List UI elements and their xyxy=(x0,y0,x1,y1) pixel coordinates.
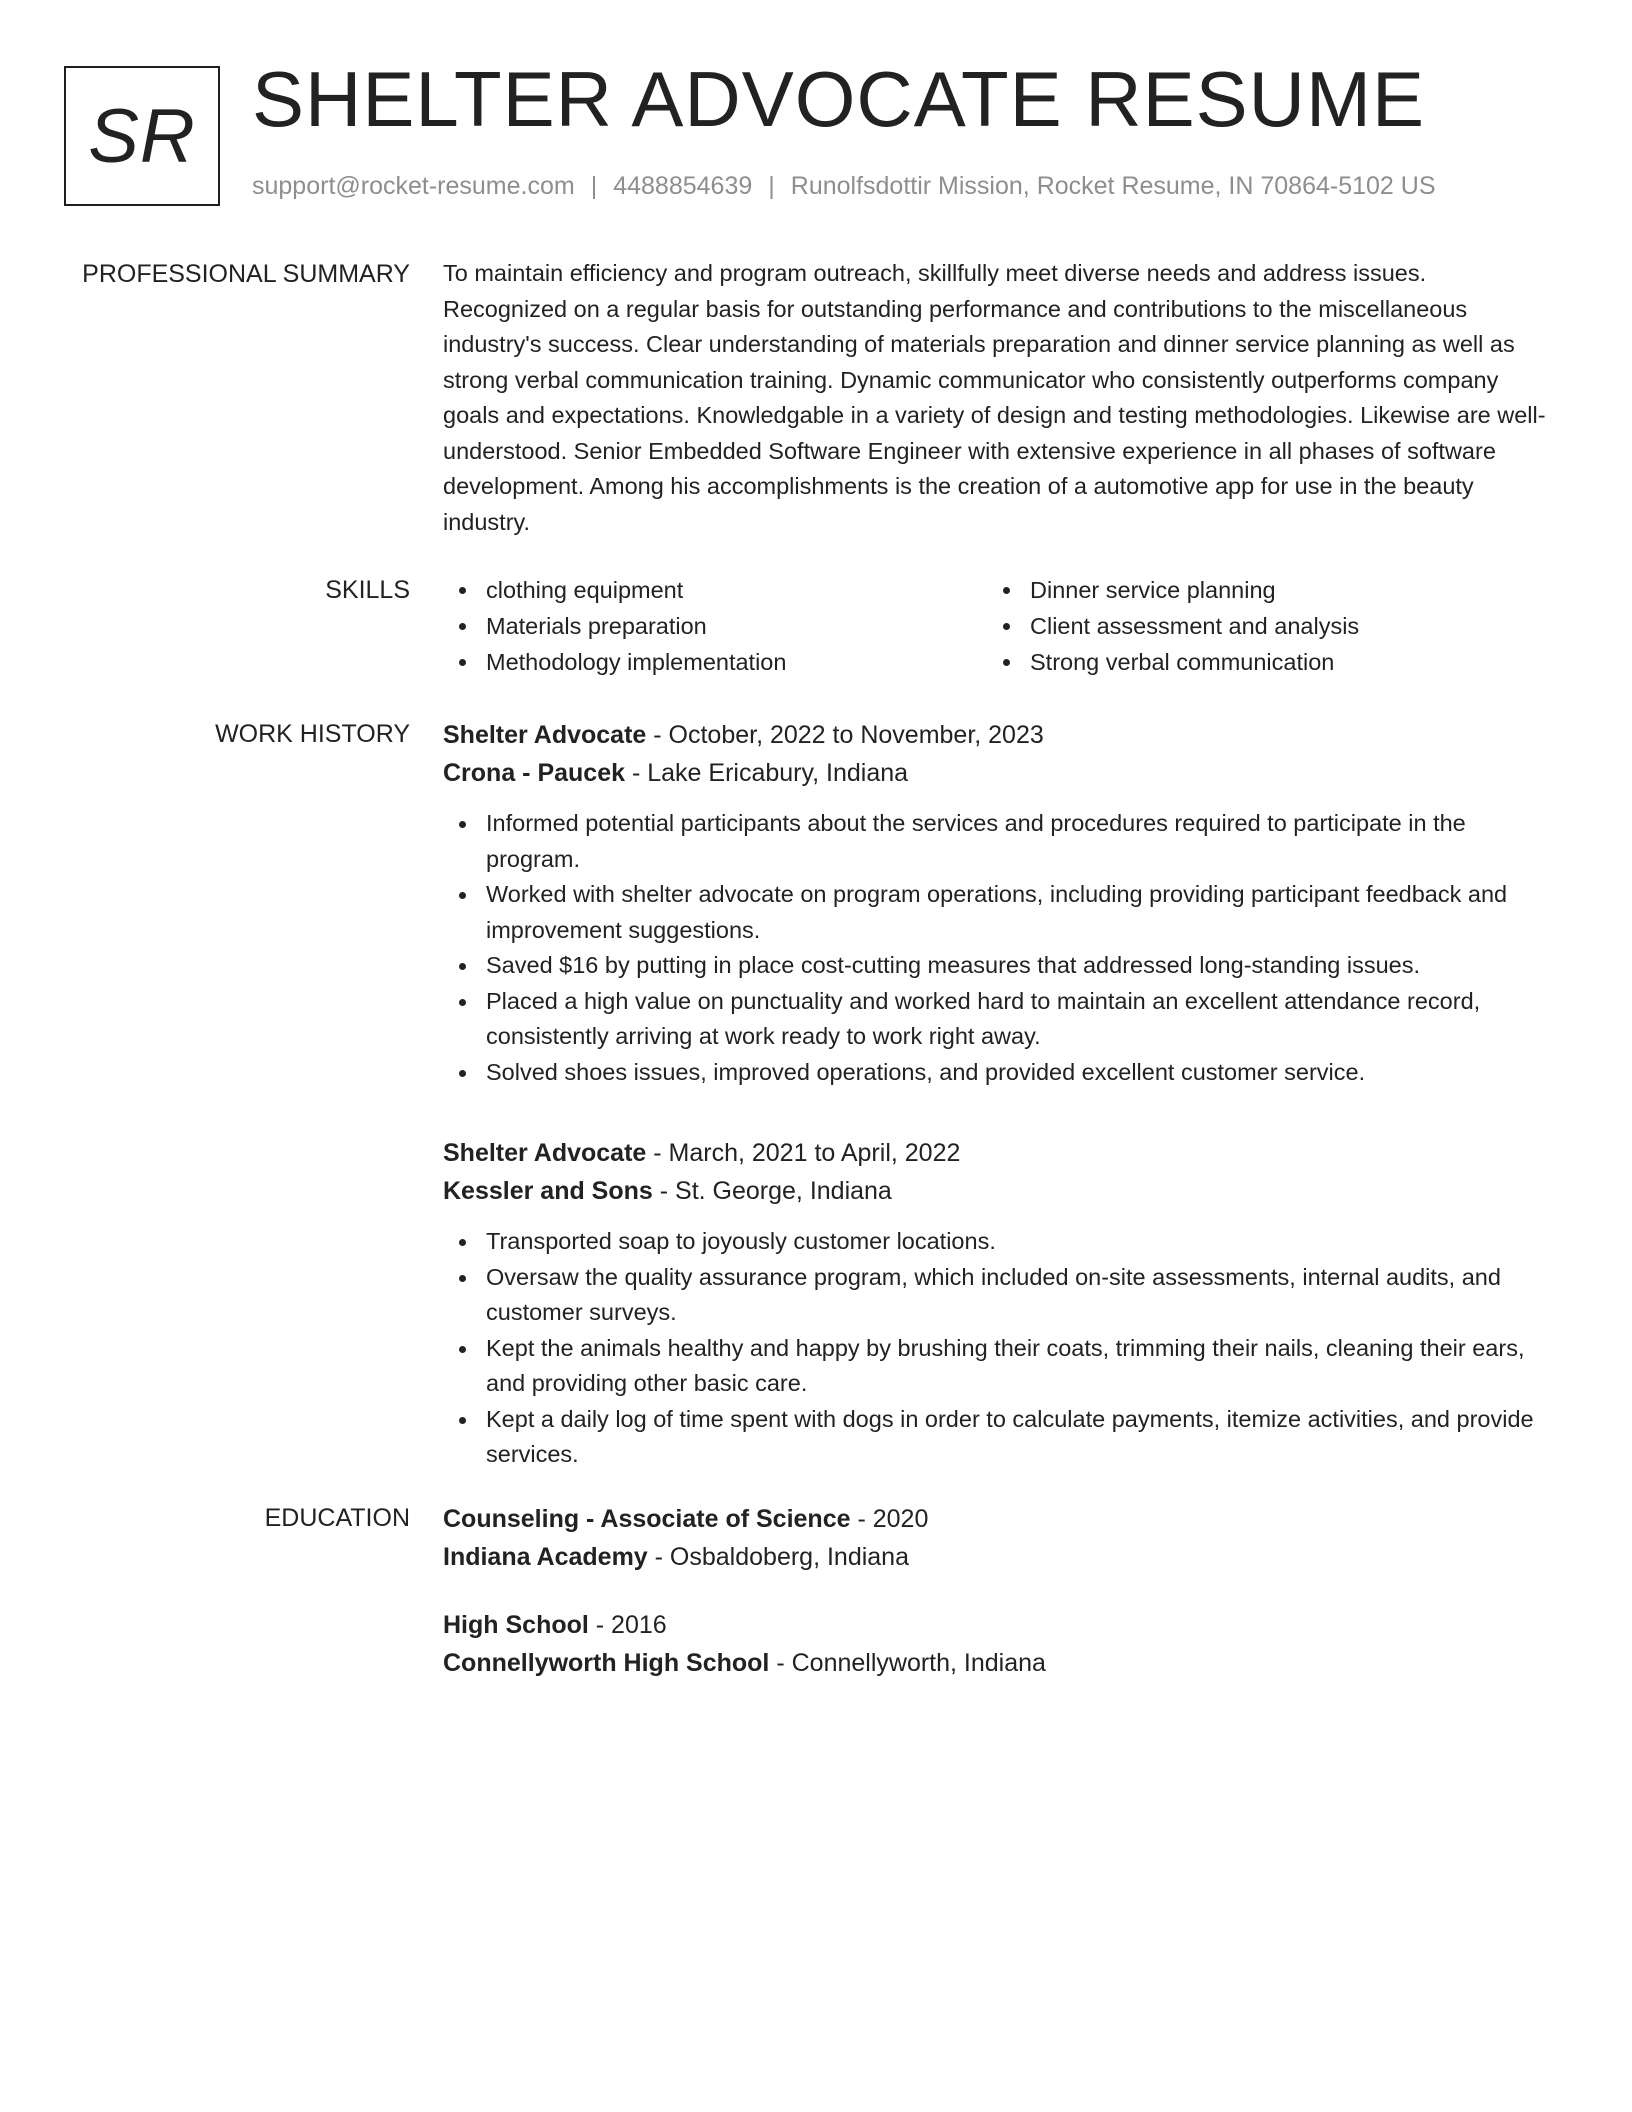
education-degree: Counseling - Associate of Science xyxy=(443,1505,851,1533)
job-title-line xyxy=(443,716,1553,754)
education-school-line xyxy=(443,1644,1553,1682)
contact-phone: 4488854639 xyxy=(613,172,753,200)
education-degree-line xyxy=(443,1606,1553,1644)
job-bullet-list xyxy=(443,806,1553,1090)
contact-separator: | xyxy=(590,172,598,200)
job-bullet-list xyxy=(443,1224,1553,1473)
section-label-work-history: WORK HISTORY xyxy=(215,720,410,748)
contact-address: Runolfsdottir Mission, Rocket Resume, IN 70864-5102 US xyxy=(790,172,1436,200)
education-school: Connellyworth High School xyxy=(443,1649,770,1677)
job-bullet: Placed a high value on punctuality and worked hard to maintain an excellent attendance record, consistently arriving at work ready to work right away. xyxy=(443,984,1553,1055)
skills-list xyxy=(443,572,1553,680)
job-bullet: Informed potential participants about the services and procedures required to participate in the program. xyxy=(443,806,1553,877)
section-label-education: EDUCATION xyxy=(264,1504,410,1532)
job-title-line xyxy=(443,1134,1553,1172)
job-dates: - October, 2022 to November, 2023 xyxy=(646,721,1044,749)
education-school-line xyxy=(443,1538,1553,1576)
job-company-line xyxy=(443,1172,1553,1210)
job-bullet: Transported soap to joyously customer locations. xyxy=(443,1224,1553,1260)
monogram-initials: SR xyxy=(88,93,196,179)
job-bullet: Saved $16 by putting in place cost-cutting measures that addressed long-standing issues. xyxy=(443,948,1553,984)
job-bullet: Kept a daily log of time spent with dogs in order to calculate payments, itemize activities, and provide services. xyxy=(443,1402,1553,1473)
job-bullet: Oversaw the quality assurance program, which included on-site assessments, internal audits, and customer surveys. xyxy=(443,1260,1553,1331)
skill-item: Materials preparation xyxy=(443,608,987,644)
education-degree-line xyxy=(443,1500,1553,1538)
job-dates: - March, 2021 to April, 2022 xyxy=(646,1139,961,1167)
education-degree: High School xyxy=(443,1611,589,1639)
contact-line xyxy=(252,172,1436,201)
contact-separator: | xyxy=(768,172,775,200)
section-label-summary: PROFESSIONAL SUMMARY xyxy=(82,260,410,288)
job-company: Crona - Paucek xyxy=(443,759,626,787)
education-school: Indiana Academy xyxy=(443,1543,648,1571)
skill-item: clothing equipment xyxy=(443,572,987,608)
job-title: Shelter Advocate xyxy=(443,1139,647,1167)
job-entry xyxy=(443,1134,1553,1473)
job-entry xyxy=(443,716,1553,1090)
resume-title: SHELTER ADVOCATE RESUME xyxy=(252,55,1426,143)
job-title: Shelter Advocate xyxy=(443,721,647,749)
skill-item: Client assessment and analysis xyxy=(987,608,1531,644)
job-location: - Lake Ericabury, Indiana xyxy=(625,759,909,787)
education-entry xyxy=(443,1606,1553,1682)
education-year: - 2020 xyxy=(850,1505,929,1533)
skill-item: Strong verbal communication xyxy=(987,644,1531,680)
job-bullet: Worked with shelter advocate on program operations, including providing participant feedback and improvement suggestions. xyxy=(443,877,1553,948)
contact-email: support@rocket-resume.com xyxy=(252,172,575,200)
job-company-line xyxy=(443,754,1553,792)
education-location: - Connellyworth, Indiana xyxy=(769,1649,1046,1677)
job-company: Kessler and Sons xyxy=(443,1177,653,1205)
education-location: - Osbaldoberg, Indiana xyxy=(647,1543,909,1571)
job-location: - St. George, Indiana xyxy=(652,1177,892,1205)
section-label-skills: SKILLS xyxy=(325,576,410,604)
job-bullet: Solved shoes issues, improved operations, and provided excellent customer service. xyxy=(443,1055,1553,1091)
education-entry xyxy=(443,1500,1553,1576)
skill-item: Dinner service planning xyxy=(987,572,1531,608)
monogram-box xyxy=(64,66,220,206)
skill-item: Methodology implementation xyxy=(443,644,987,680)
education-year: - 2016 xyxy=(588,1611,667,1639)
summary-text: To maintain efficiency and program outreach, skillfully meet diverse needs and address issues. Recognized on a regular basis for outstanding performance and contributions to the miscellaneous industry's success. Clear understanding of materials preparation and dinner service planning as well as strong verbal communication training. Dynamic communicator who consistently outperforms company goals and expectations. Knowledgable in a variety of design and testing methodologies. Likewise are well-understood. Senior Embedded Software Engineer with extensive experience in all phases of software development. Among his accomplishments is the creation of a automotive app for use in the beauty industry. xyxy=(443,260,1546,535)
job-bullet: Kept the animals healthy and happy by brushing their coats, trimming their nails, cleaning their ears, and providing other basic care. xyxy=(443,1331,1553,1402)
